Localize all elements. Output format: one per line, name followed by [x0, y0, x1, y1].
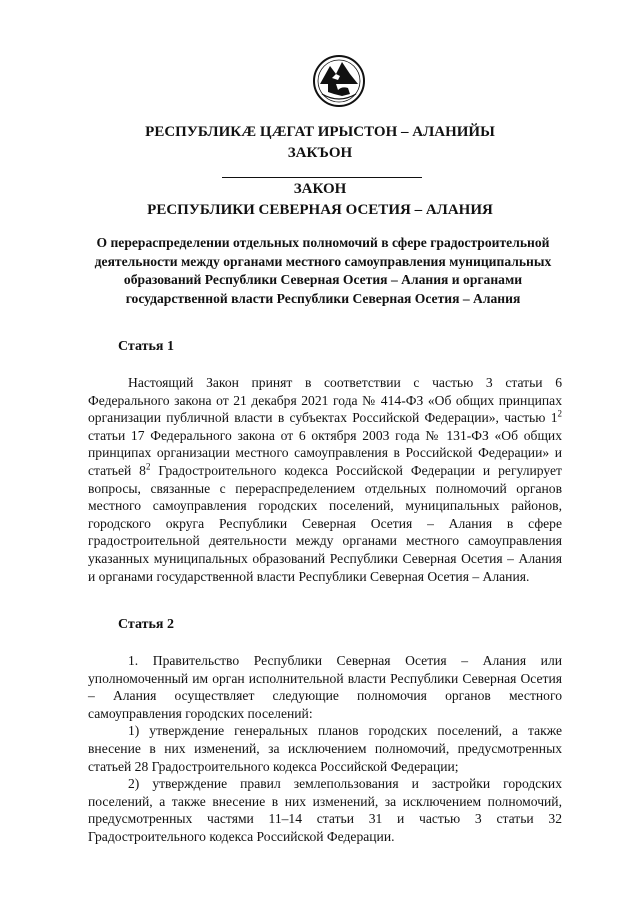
article-2-paragraph-1: 1. Правительство Республики Северная Осетия – Алания или уполномоченный им орган исполнительной власти Республики Северная Осетия – Алания осуществляет следующие полномочия органов местного самоуправления городских поселений: [88, 653, 562, 721]
article-2-body [88, 652, 562, 846]
law-title: О перераспределении отдельных полномочий в сфере градостроительной деятельности между органами местного самоуправления муниципальных образований Республики Северная Осетия – Алания и органами государственной власти Республики Северная Осетия – Алания [94, 235, 552, 306]
law-word-ossetian: ЗАКЪОН [287, 145, 353, 161]
law-word-russian: ЗАКОН [293, 181, 347, 197]
article-2-heading: Статья 2 [118, 617, 174, 632]
republic-name-ossetian: РЕСПУБЛИКӔ ЦӔГАТ ИРЫСТОН – АЛАНИЙЫ [145, 124, 495, 140]
article-2-item-2: 2) утверждение правил землепользования и застройки городских поселений, а также внесение в них изменений, за исключением полномочий, предусмотренных частями 11–14 статьи 31 и частью 3 статьи 32 Градостроительного кодекса Российской Федерации. [88, 776, 562, 844]
coat-of-arms-emblem [312, 54, 366, 108]
republic-name-russian: РЕСПУБЛИКИ СЕВЕРНАЯ ОСЕТИЯ – АЛАНИЯ [147, 202, 493, 218]
article-2-item-1: 1) утверждение генеральных планов городских поселений, а также внесение в них изменений, за исключением полномочий, предусмотренных статьей 28 Градостроительного кодекса Российской Федерации; [88, 723, 562, 774]
header-divider [222, 177, 422, 178]
article-1-body [88, 374, 562, 585]
header-ossetian [60, 122, 580, 164]
article-1-heading: Статья 1 [118, 339, 174, 354]
header-russian [60, 179, 580, 221]
article-1-paragraph: Настоящий Закон принят в соответствии с частью 3 статьи 6 Федерального закона от 21 декабря 2021 года № 414-ФЗ «Об общих принципах организации публичной власти в субъектах Российской Федерации», частью $1^2$ статьи 17 Федерального закона от 6 октября 2003 года № 131-ФЗ «Об общих принципах организации местного самоуправления в Российской Федерации» и статьей $8^2$ Градостроительного кодекса Российской Федерации и регулирует вопросы, связанные с перераспределением отдельных полномочий органов местного самоуправления городских поселений, муниципальных районов, городского округа Республики Северная Осетия – Алания в сфере градостроительной деятельности между органами местного самоуправления указанных муниципальных образований Республики Северная Осетия – Алания и органами государственной власти Республики Северная Осетия – Алания. [88, 375, 562, 584]
